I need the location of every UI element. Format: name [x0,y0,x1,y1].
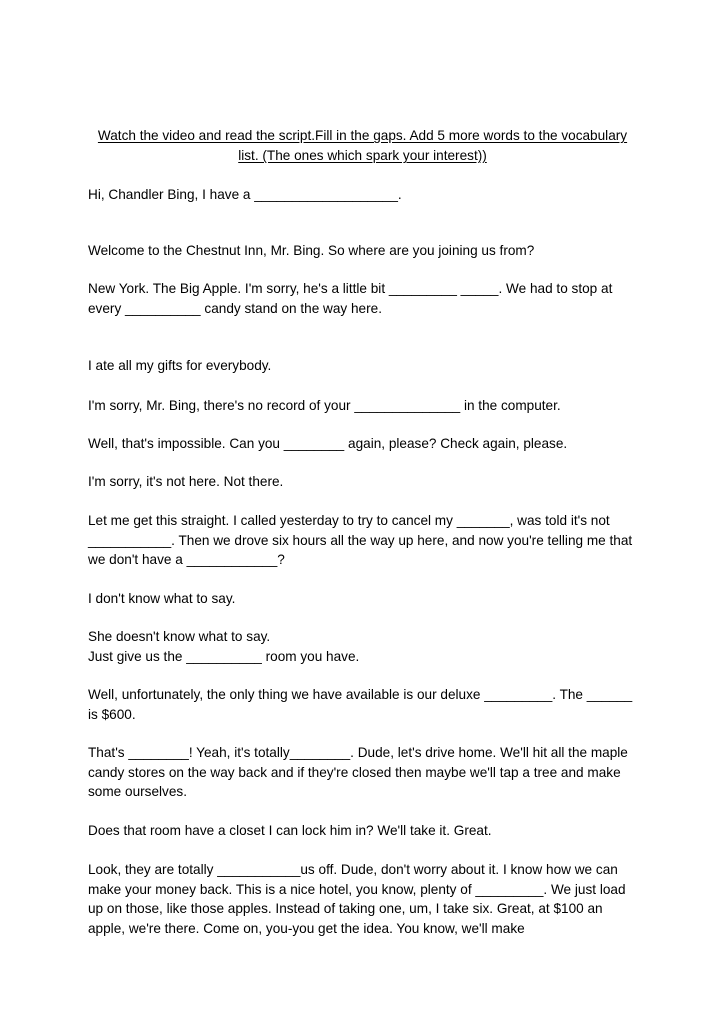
worksheet-instructions: Watch the video and read the script.Fill in the gaps. Add 5 more words to the vocabulary list. (The ones which spark your interest)) [97,128,628,163]
script-line-15: Look, they are totally ___________us off. Dude, don't worry about it. I know how we can make your money back. This is a nice hotel, you know, plenty of _________. We just load up on those, like those apples. Instead of taking one, um, I take six. Great, at $100 an apple, we're there. Come on, you-you get the idea. You know, we'll make [88,862,626,937]
script-line-6: Well, that's impossible. Can you ________ again, please? Check again, please. [88,436,568,451]
script-line-2: Welcome to the Chestnut Inn, Mr. Bing. So where are you joining us from? [88,243,535,258]
script-line-10: She doesn't know what to say. [88,629,271,644]
script-line-8: Let me get this straight. I called yesterday to try to cancel my _______, was told it's not ___________. Then we drove six hours all the way up here, and now you're telling me that we don't have a ____________? [88,513,633,568]
script-line-5: I'm sorry, Mr. Bing, there's no record of your ______________ in the computer. [88,398,561,413]
script-line-12: Well, unfortunately, the only thing we have available is our deluxe _________. The ______ is $600. [88,687,633,722]
script-line-4: I ate all my gifts for everybody. [88,358,272,373]
script-line-9: I don't know what to say. [88,591,236,606]
script-line-11: Just give us the __________ room you have. [88,649,360,664]
script-line-7: I'm sorry, it's not here. Not there. [88,474,284,489]
script-line-1: Hi, Chandler Bing, I have a ___________________. [88,187,402,202]
script-line-3: New York. The Big Apple. I'm sorry, he's a little bit _________ _____. We had to stop at every __________ candy stand on the way here. [88,281,613,316]
script-line-13: That's ________! Yeah, it's totally________. Dude, let's drive home. We'll hit all the maple candy stores on the way back and if they're closed then maybe we'll tap a tree and make some ourselves. [88,745,628,800]
script-line-14: Does that room have a closet I can lock him in? We'll take it. Great. [88,823,492,838]
